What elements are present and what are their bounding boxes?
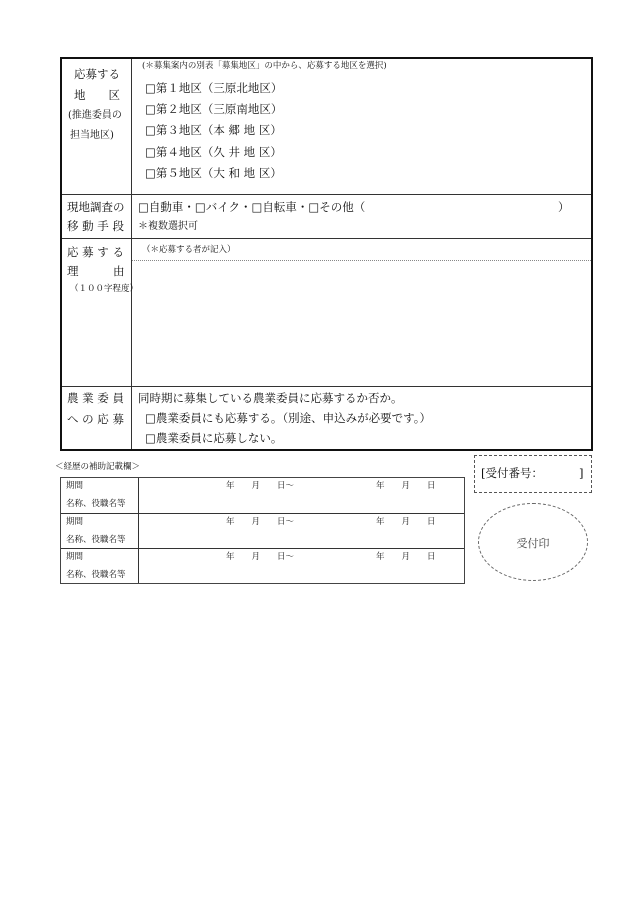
area-option-4[interactable]: □第４地区（久 井 地 区） [145,145,282,159]
period-to[interactable]: 年 月 日 [376,481,436,491]
history-caption: ＜経歴の補助記載欄＞ [55,462,141,472]
reason-input[interactable] [134,263,589,385]
row-divider [62,194,591,195]
column-divider [131,59,132,449]
agri-label: 農 業 委 員 [67,391,124,405]
transport-close-paren: ） [558,200,570,214]
area-label: 担当地区) [70,130,114,141]
period-label: 期間 [66,552,84,562]
reception-stamp-circle [478,503,588,581]
agri-option-apply[interactable]: □農業委員にも応募する。（別途、申込みが必要です。） [145,411,431,425]
history-table [60,477,465,584]
reception-number-box [474,455,592,493]
column-divider [138,478,139,583]
reception-stamp-label: 受付印 [516,537,550,550]
row-divider [62,386,591,387]
application-table [60,57,593,451]
row-divider [61,513,464,514]
area-option-3[interactable]: □第３地区（本 郷 地 区） [145,123,282,137]
period-from[interactable]: 年 月 日～ [226,517,295,527]
transport-label: 現地調査の [67,200,125,214]
area-option-1[interactable]: □第１地区（三原北地区） [145,81,283,95]
row-divider [62,238,591,239]
transport-label: 移 動 手 段 [67,219,124,233]
reason-note: （＊応募する者が記入） [142,245,236,255]
transport-options[interactable]: □自動車・□バイク・□自転車・□その他（ [138,200,366,214]
name-label: 名称、役職名等 [66,570,126,580]
agri-question: 同時期に募集している農業委員に応募するか否か。 [138,391,403,405]
area-label: (推進委員の [68,110,122,121]
transport-note: ＊複数選択可 [138,221,198,232]
reason-label: （１００字程度） [70,284,139,294]
agri-label: へ の 応 募 [67,412,124,426]
period-to[interactable]: 年 月 日 [376,552,436,562]
row-divider [61,548,464,549]
area-option-2[interactable]: □第２地区（三原南地区） [145,102,283,116]
reception-number-label: [受付番号： [481,466,543,480]
period-label: 期間 [66,481,84,491]
period-from[interactable]: 年 月 日～ [226,481,295,491]
area-label: 応募する [74,67,120,81]
agri-option-not-apply[interactable]: □農業委員に応募しない。 [145,431,283,445]
name-label: 名称、役職名等 [66,535,126,545]
area-label: 地 区 [74,88,120,102]
reception-number-close: ] [579,466,584,480]
period-to[interactable]: 年 月 日 [376,517,436,527]
name-label: 名称、役職名等 [66,499,126,509]
reason-label: 応 募 す る [67,245,124,259]
reason-note-divider [132,260,591,261]
area-option-5[interactable]: □第５地区（大 和 地 区） [145,166,282,180]
period-label: 期間 [66,517,84,527]
period-from[interactable]: 年 月 日～ [226,552,295,562]
reason-label: 理 由 [67,264,125,278]
area-note: (＊募集案内の別表「募集地区」の中から、応募する地区を選択) [142,61,387,71]
